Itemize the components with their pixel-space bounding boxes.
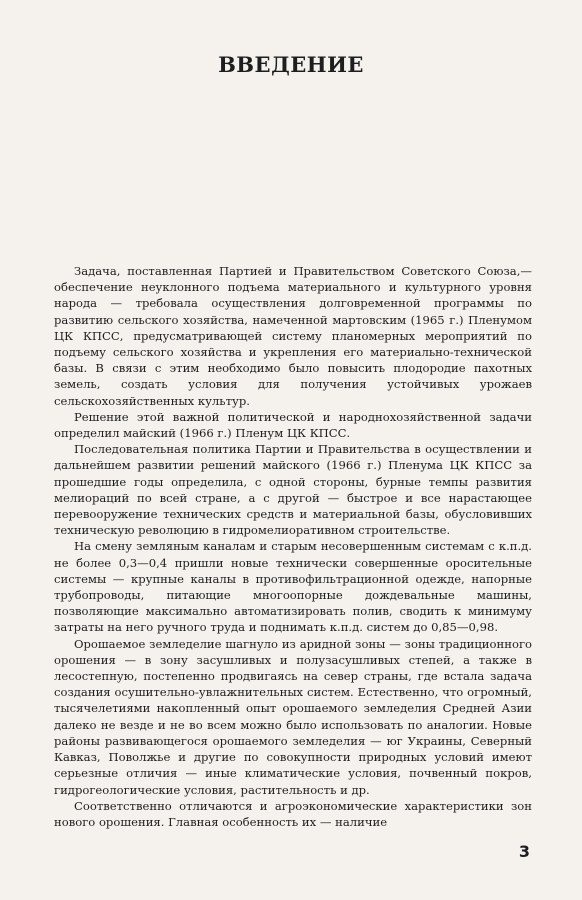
paragraph: Задача, поставленная Партией и Правительством Советского Союза,— обеспечение неуклонного подъема материального и культурного уровня народа — требовала осуществления долговременной программы по развитию сельского хозяйства, намеченной мартовским (1965 г.) Пленумом ЦК КПСС, предусматривающей систему планомерных мероприятий по подъему сельского хозяйства и укрепления его материально-технической базы. В связи с этим необходимо было повысить плодородие пахотных земель, создать условия для получения устойчивых урожаев сельскохозяйственных культур. — [54, 264, 532, 408]
paragraph: Решение этой важной политической и народнохозяйственной задачи определил майский (1966 г.) Пленум ЦК КПСС. — [54, 409, 532, 441]
paragraph: Орошаемое земледелие шагнуло из аридной зоны — зоны традиционного орошения — в зону засушливых и полузасушливых степей, а также в лесостепную, постепенно продвигаясь на север страны, где встала задача создания осушительно-увлажнительных систем. Естественно, что огромный, тысячелетиями накопленный опыт орошаемого земледелия Средней Азии далеко не везде и не во всем можно было использовать по аналогии. Новые районы развивающегося орошаемого земледелия — юг Украины, Северный Кавказ, Поволжье и другие по совокупности природных условий имеют серьезные отличия — иные климатические условия, почвенный покров, гидрогеологические условия, растительность и др. — [54, 636, 532, 797]
body-text — [54, 263, 532, 830]
paragraph: Соответственно отличаются и агроэкономические характеристики зон нового орошения. Главная особенность их — наличие — [54, 798, 532, 829]
paragraph: На смену земляным каналам и старым несовершенным системам с к.п.д. не более 0,3—0,4 пришли новые технически совершенные оросительные системы — крупные каналы в противофильтрационной одежде, напорные трубопроводы, питающие многоопорные дождевальные машины, позволяющие максимально автоматизировать полив, сводить к минимуму затраты на него ручного труда и поднимать к.п.д. систем до 0,85—0,98. — [54, 539, 532, 635]
page-number: 3 — [518, 842, 530, 861]
paragraph: Последовательная политика Партии и Правительства в осуществлении и дальнейшем развитии решений майского (1966 г.) Пленума ЦК КПСС за прошедшие годы определила, с одной стороны, бурные темпы развития мелиораций по всей стране, а с другой — быстрое и все нарастающее перевооружение технических средств и материальной базы, обусловивших техническую революцию в гидромелиоративном строительстве. — [54, 442, 532, 538]
chapter-title: ВВЕДЕНИЕ — [218, 52, 364, 77]
